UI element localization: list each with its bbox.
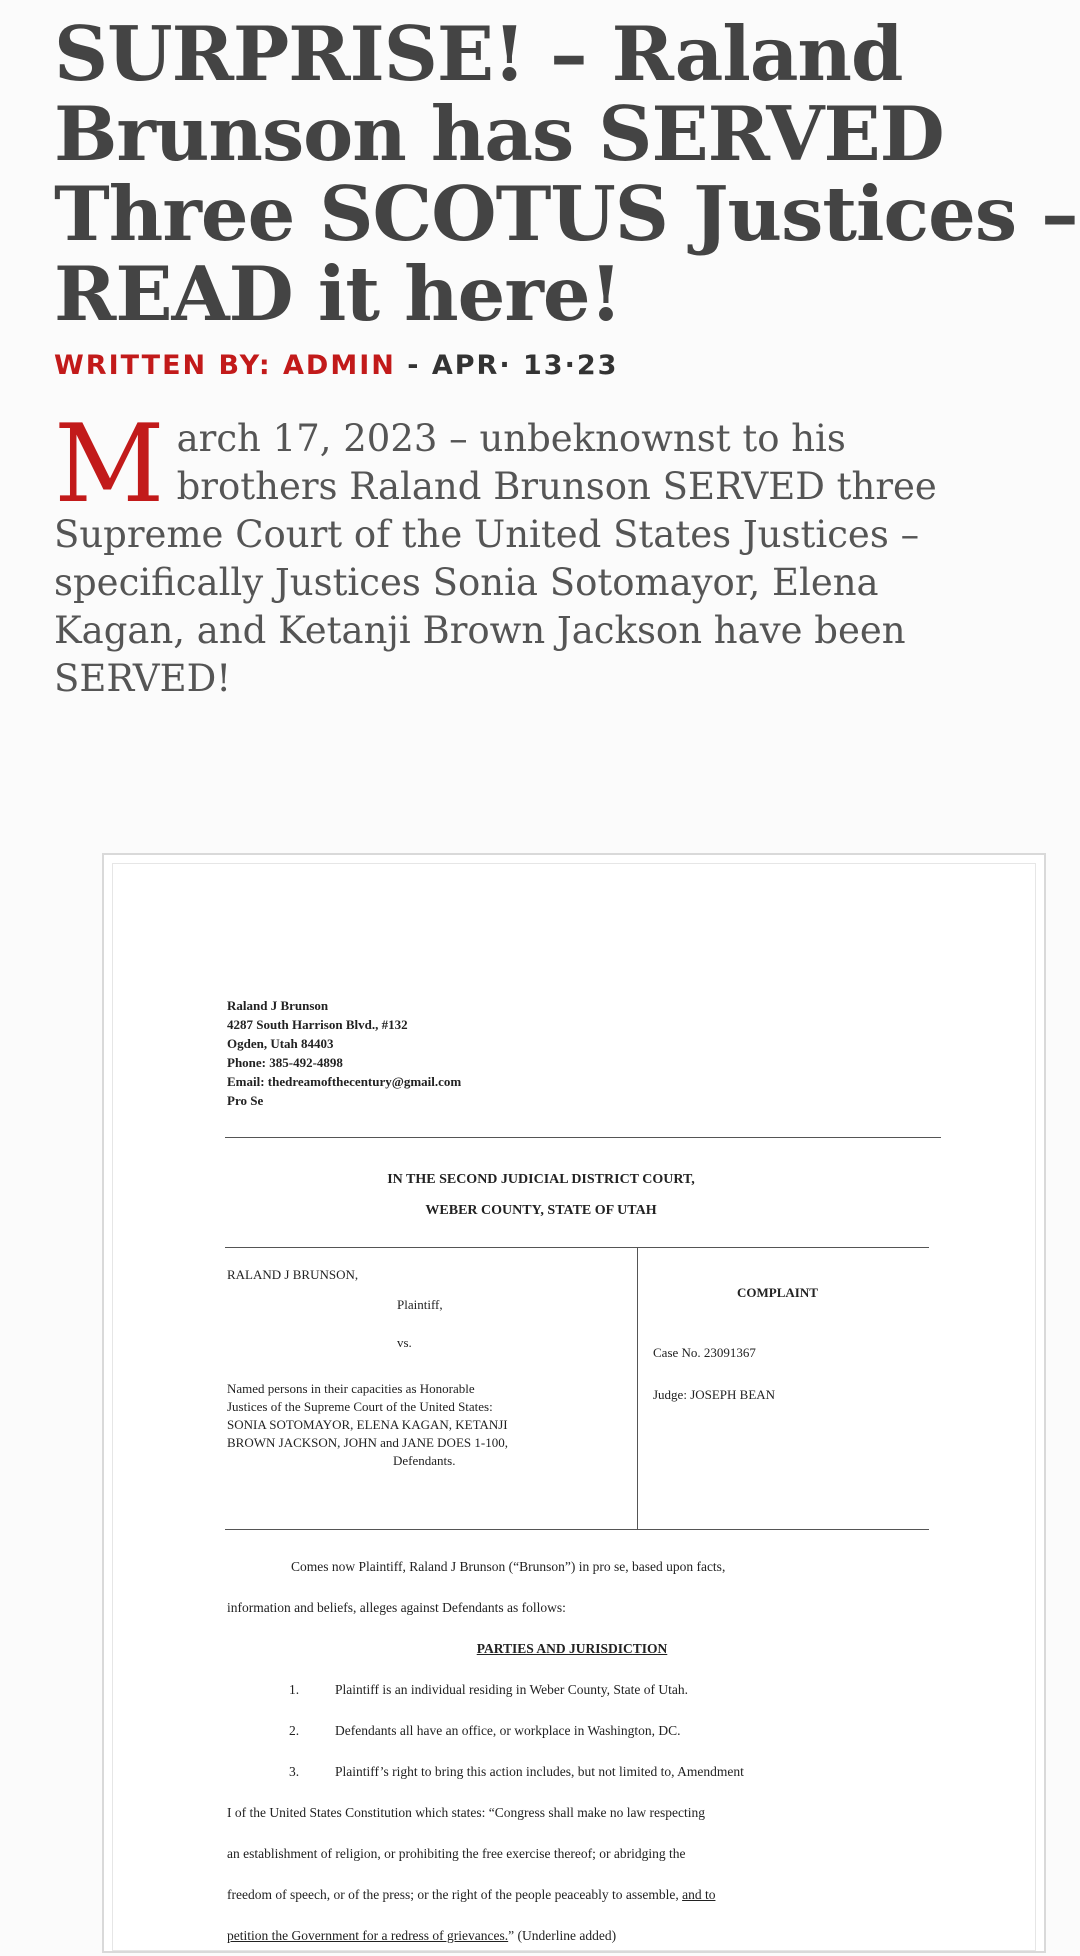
- body-line: information and beliefs, alleges against Defendants as follows:: [227, 1600, 566, 1615]
- judge-name: Judge: JOSEPH BEAN: [653, 1387, 776, 1402]
- address-line: Email: thedreamofthecentury@gmail.com: [227, 1074, 462, 1089]
- divider: [637, 1529, 929, 1530]
- court-heading: [113, 1164, 969, 1226]
- case-caption-parties: [227, 1266, 647, 1470]
- body-line: [227, 1874, 917, 1915]
- defendants-line: Named persons in their capacities as Honorable: [227, 1381, 475, 1396]
- item-text: Plaintiff is an individual residing in Weber County, State of Utah.: [335, 1682, 688, 1697]
- defendants-line: SONIA SOTOMAYOR, ELENA KAGAN, KETANJI: [227, 1417, 508, 1432]
- lede-line: Kagan, and Ketanji Brown Jackson have been: [54, 609, 906, 652]
- court-name: IN THE SECOND JUDICIAL DISTRICT COURT,: [387, 1172, 695, 1187]
- numbered-item: [227, 1751, 917, 1792]
- underlined-text: and to: [682, 1887, 716, 1902]
- complaint-document-image[interactable]: [102, 853, 1046, 1953]
- lede-line: SERVED!: [54, 657, 232, 700]
- item-number: 1.: [289, 1682, 300, 1697]
- address-line: Phone: 385-492-4898: [227, 1055, 343, 1070]
- item-text: Plaintiff’s right to bring this action includes, but not limited to, Amendment: [335, 1764, 744, 1779]
- address-line: Raland J Brunson: [227, 998, 329, 1013]
- defendants-line: Justices of the Supreme Court of the United States:: [227, 1399, 493, 1414]
- date-separator: -: [395, 350, 432, 381]
- underlined-text: petition the Government for a redress of grievances.: [227, 1928, 509, 1943]
- address-line: 4287 South Harrison Blvd., #132: [227, 1017, 408, 1032]
- lede-line: specifically Justices Sonia Sotomayor, Elena: [54, 561, 879, 604]
- title-line: READ it here!: [54, 250, 622, 338]
- item-number: 3.: [289, 1764, 300, 1779]
- divider: [225, 1247, 929, 1248]
- lede-paragraph: [54, 402, 1044, 703]
- body-line: I of the United States Constitution which states: “Congress shall make no law respecting: [227, 1805, 706, 1820]
- title-line: Brunson has SERVED: [54, 90, 944, 178]
- post-date: APR· 13·23: [431, 350, 619, 381]
- complaint-body: [227, 1546, 917, 1956]
- lede-line: Supreme Court of the United States Justices –: [54, 513, 920, 556]
- body-text-span: freedom of speech, or of the press; or the right of the people peaceably to assemble,: [227, 1887, 683, 1902]
- article: [54, 10, 1080, 703]
- item-number: 2.: [289, 1723, 300, 1738]
- byline-prefix: WRITTEN BY:: [54, 350, 284, 381]
- drop-cap: M: [54, 402, 165, 527]
- plaintiff-role: Plaintiff,: [397, 1297, 443, 1312]
- document-type: COMPLAINT: [737, 1285, 818, 1300]
- defendants-line: BROWN JACKSON, JOHN and JANE DOES 1-100,: [227, 1435, 508, 1450]
- divider: [225, 1529, 637, 1530]
- title-line: Three SCOTUS Justices –: [54, 170, 1078, 258]
- body-text-span: ” (Underline added): [508, 1928, 617, 1943]
- caption-divider: [637, 1248, 638, 1530]
- numbered-item: [227, 1710, 917, 1751]
- title-line: SURPRISE! – Raland: [54, 10, 903, 98]
- case-caption-info: [653, 1284, 818, 1404]
- body-line: [227, 1915, 917, 1956]
- document-page: [112, 863, 1036, 1951]
- byline: [54, 350, 1080, 381]
- author-link[interactable]: ADMIN: [283, 350, 396, 381]
- article-title: [54, 10, 1080, 338]
- item-text: Defendants all have an office, or workplace in Washington, DC.: [335, 1723, 681, 1738]
- lede-line: arch 17, 2023 – unbeknownst to his: [176, 417, 846, 460]
- court-county: WEBER COUNTY, STATE OF UTAH: [425, 1203, 657, 1218]
- body-line: an establishment of religion, or prohibiting the free exercise thereof; or abridging the: [227, 1846, 686, 1861]
- versus: vs.: [397, 1335, 412, 1350]
- address-line: Pro Se: [227, 1093, 264, 1108]
- plaintiff-name: RALAND J BRUNSON,: [227, 1267, 359, 1282]
- body-line: Comes now Plaintiff, Raland J Brunson (“Brunson”) in pro se, based upon facts,: [291, 1559, 726, 1574]
- case-number: Case No. 23091367: [653, 1345, 756, 1360]
- lede-line: brothers Raland Brunson SERVED three: [176, 465, 937, 508]
- numbered-item: [227, 1669, 917, 1710]
- defendants-role: Defendants.: [393, 1453, 456, 1468]
- divider: [225, 1137, 941, 1138]
- plaintiff-address-block: [227, 996, 461, 1110]
- address-line: Ogden, Utah 84403: [227, 1036, 334, 1051]
- section-heading: PARTIES AND JURISDICTION: [476, 1641, 668, 1656]
